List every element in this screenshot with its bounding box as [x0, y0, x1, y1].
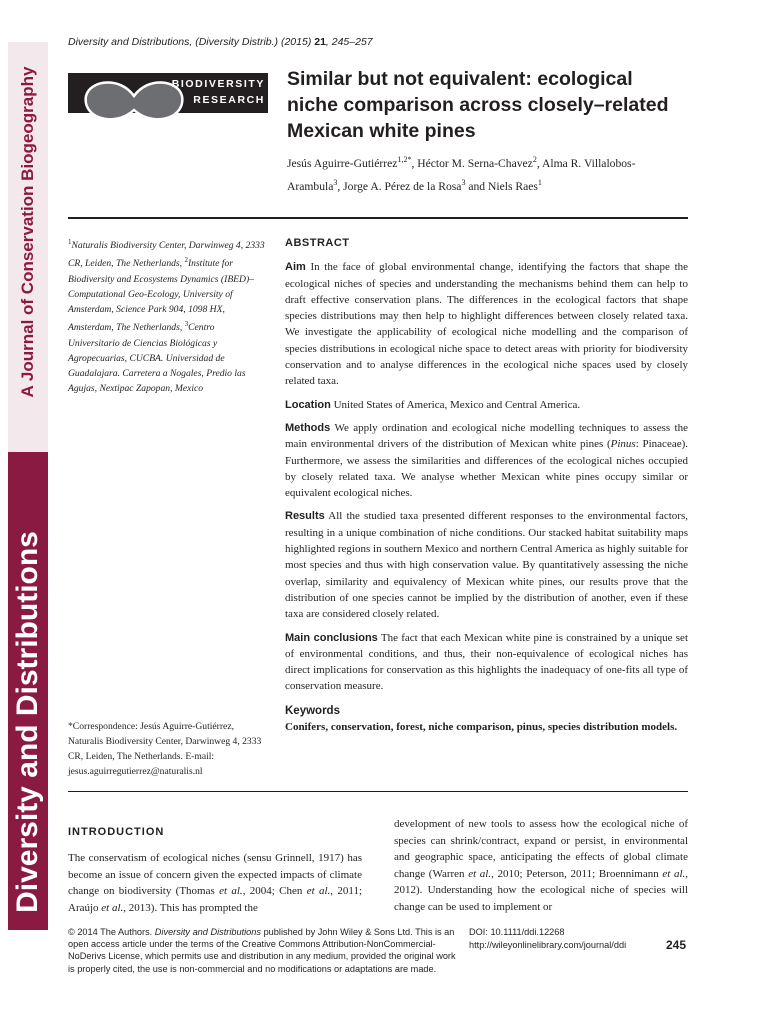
author-name: Niels Raes: [487, 179, 538, 193]
abstract-methods: [285, 420, 688, 501]
methods-text-1: We apply ordination and ecological niche modelling techniques to assess the main environmental drivers of the distribution of Mexican white pines (: [285, 421, 688, 451]
affiliation-marker: 1: [68, 238, 72, 246]
keywords-heading: Keywords: [285, 704, 340, 717]
spine-subtitle: A Journal of Conservation Biogeography: [18, 66, 37, 398]
journal-url[interactable]: http://wileyonlinelibrary.com/journal/ddi: [469, 940, 627, 950]
methods-genus: Pinus: [610, 438, 636, 451]
copyright-text-1: © 2014 The Authors.: [68, 927, 155, 937]
abstract-aim: [285, 259, 688, 389]
abstract-heading: ABSTRACT: [285, 237, 350, 249]
author-affiliation-marker: 3: [333, 177, 338, 187]
author-affiliation-marker: 1: [537, 177, 542, 187]
author-affiliation-marker: 2: [532, 155, 537, 164]
running-head: [68, 36, 373, 48]
abstract-divider: [68, 791, 688, 792]
copyright-journal: Diversity and Distributions: [154, 927, 262, 937]
abstract-location: [285, 397, 688, 413]
citation-etal: et al.: [219, 885, 243, 897]
intro-text: , 2011; Araújo: [68, 885, 363, 914]
intro-text: , 2012). Understanding how the ecological niche of species will change can be used to implement or: [394, 867, 689, 913]
author-name: Héctor M. Serna-Chavez: [417, 156, 533, 170]
article-title: Similar but not equivalent: ecological niche comparison across closely–related Mexican white pines: [287, 68, 669, 142]
author-name: Jesús Aguirre-Gutiérrez: [287, 156, 398, 170]
author-affiliation-marker: 1,2*: [397, 155, 412, 164]
introduction-heading: INTRODUCTION: [68, 826, 165, 838]
aim-label: Aim: [285, 261, 306, 274]
section-badge-line2: RESEARCH: [193, 94, 265, 106]
journal-spine: [0, 0, 48, 1024]
methods-text-2: : Pinaceae). Furthermore, we assess the similarities and differences of the ecological niches occupied by closely related taxa. We analyse whether Mexican white pines occupy similar or equivalent ecological niches.: [285, 438, 689, 500]
citation-etal: et al.: [468, 867, 492, 880]
intro-text: , 2013). This has prompted the: [123, 901, 258, 914]
running-head-volume: 21: [314, 36, 326, 48]
affiliation-marker: 2: [184, 256, 188, 265]
methods-label: Methods: [285, 421, 331, 434]
intro-text: The conservatism of ecological niches (sensu Grinnell, 1917) has become an issue of concern given the expected impacts of climate change on biodiversity (Thomas: [68, 852, 362, 897]
aim-text: In the face of global environmental change, identifying the factors that shape the ecological niches of species and understanding the mechanisms behind them can help to draft effective conservation plans. The differences in the ecological factors that shape species distributions may then help to highlight differences between closely related taxa. We investigate the applicability of ecological niche modelling and the comparison of species distributions in ecological niche space to detect areas with priority for biodiversity conservation and to analyse differences in the ecological niche spaces used by closely related taxa.: [285, 261, 689, 388]
copyright-text-2: published by John Wiley & Sons Ltd. This is an open access article under the terms of the Creative Commons Attribution-NonCommercial-NoDerivs License, which permits use and distribution in any medium, provided the original work is properly cited, the use is non-commercial and no modifications or adaptations are made.: [68, 927, 456, 974]
author-list: Jesús Aguirre-Gutiérrez$^{1,2*}$, Héctor M. Serna-Chavez$^2$, Alma R. Villalobos-Arambula$^3$, Jorge A. Pérez de la Rosa$^3$ and Niels Raes$^1$: [287, 155, 636, 193]
conclusions-label: Main conclusions: [285, 631, 378, 644]
results-label: Results: [285, 510, 325, 523]
affiliation-text: Centro Universitario de Ciencias Biológicas y Agropecuarias, CUCBA. Universidad de Guadalajara. Carretera a Nogales, Predio las Agujas, Nextipac Zapopan, Mexico: [68, 322, 246, 395]
affiliation-text: Institute for Biodiversity and Ecosystems Dynamics (IBED)–Computational Geo-Ecology, University of Amsterdam, Science Park 904, 1098 HX, Amsterdam, The Netherlands,: [68, 258, 254, 334]
intro-text: development of new tools to assess how the ecological niche of species can shrink/contract, expand or persist, in environmental and geographic space, anticipating the effects of global climate change (Warren: [394, 818, 688, 880]
keywords: Conifers, conservation, forest, niche comparison, pinus, species distribution models.: [285, 721, 678, 734]
abstract: [285, 235, 688, 735]
affiliation-text: Naturalis Biodiversity Center, Darwinweg 4, 2333 CR, Leiden, The Netherlands,: [68, 240, 265, 270]
spine-journal-title: Diversity and Distributions: [11, 531, 44, 913]
introduction-left-column: [68, 850, 362, 916]
correspondence: *Correspondence: Jesús Aguirre-Gutiérrez, Naturalis Biodiversity Center, Darwinweg 4, 2333 CR, Leiden, The Netherlands. E-mail: jesus.aguirregutierrez@naturalis.nl: [68, 721, 262, 777]
citation-etal: et al.: [662, 867, 686, 880]
doi: DOI: 10.1111/ddi.12268: [469, 927, 565, 937]
location-text: United States of America, Mexico and Central America.: [333, 398, 581, 411]
abstract-results: [285, 508, 688, 622]
intro-text: , 2010; Peterson, 2011; Broennimann: [491, 867, 663, 880]
copyright-notice: [68, 926, 460, 975]
results-text: All the studied taxa presented different responses to the environmental factors, resulting in a unique combination of niche conditions. Our stacked habitat suitability maps highlighted regions in southern Mexico and northern Central America as highly suitable for most species and thus with high conservation value. By quantitatively assessing the niche overlap, similarity and equivalency of Mexican white pines, our results prove that the distribution of one species cannot be implied by the distribution of another, even if these taxa are considered closely related.: [285, 510, 688, 621]
citation-etal: et al.: [101, 901, 124, 914]
author-affiliation-marker: 3: [461, 177, 466, 187]
running-head-pages: , 245–257: [325, 36, 373, 48]
conclusions-text: The fact that each Mexican white pine is constrained by a unique set of environmental conditions, and thus, their non-equivalence of ecological niches has direct implications for conservation as this highlights the inadequacy of one-fits all type of conservation measure.: [285, 631, 689, 693]
author-name: Jorge A. Pérez de la Rosa: [343, 179, 462, 193]
running-head-journal: Diversity and Distributions, (Diversity Distrib.) (2015): [68, 36, 312, 48]
header-divider: [68, 217, 688, 219]
author-name: Alma R. Villalobos-Arambula: [287, 156, 636, 193]
introduction-right-column: [394, 816, 688, 915]
location-label: Location: [285, 398, 331, 411]
citation-etal: et al.: [306, 885, 331, 897]
affiliations: [68, 235, 268, 397]
section-badge: [150, 76, 265, 108]
doi-block: [469, 926, 626, 952]
abstract-conclusions: [285, 630, 688, 695]
intro-text: , 2004; Chen: [242, 885, 307, 897]
affiliation-marker: 3: [184, 320, 189, 329]
section-badge-line1: BIODIVERSITY: [171, 78, 265, 90]
page-number: 245: [666, 938, 687, 952]
